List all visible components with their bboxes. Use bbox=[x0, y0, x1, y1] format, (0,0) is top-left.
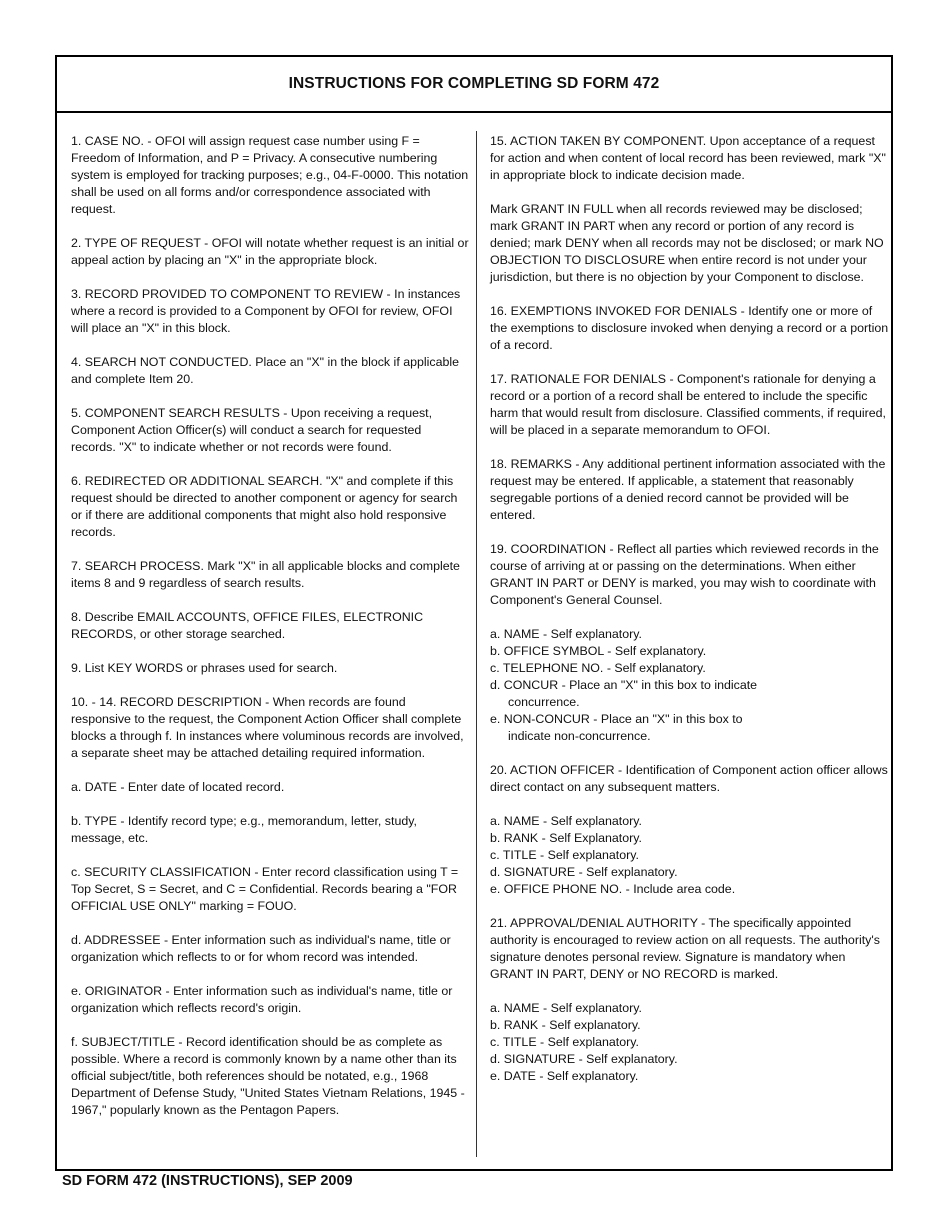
list-item: a. NAME - Self explanatory. bbox=[490, 1001, 642, 1015]
instruction-15-detail: Mark GRANT IN FULL when all records reviewed may be disclosed; mark GRANT IN PART when any record or portion of any record is denied; mark DENY when all records may not be disclosed; or mark NO OBJECTION TO DISCLOSURE when entire record is not under your jurisdiction, but there is no objection by your Component to disclose. bbox=[490, 202, 884, 284]
coordination-list bbox=[490, 626, 890, 745]
instructions-form bbox=[55, 55, 893, 1171]
instruction-10-14: 10. - 14. RECORD DESCRIPTION - When records are found responsive to the request, the Component Action Officer shall complete blocks a through f. In instances where voluminous records are involved, a separate sheet may be attached detailing required information. bbox=[71, 695, 464, 760]
instruction-7: 7. SEARCH PROCESS. Mark "X" in all applicable blocks and complete items 8 and 9 regardless of search results. bbox=[71, 559, 460, 590]
left-column bbox=[71, 133, 469, 1136]
column-divider bbox=[476, 131, 477, 1157]
authority-list bbox=[490, 1000, 890, 1085]
list-item: a. NAME - Self explanatory. bbox=[490, 814, 642, 828]
instruction-2: 2. TYPE OF REQUEST - OFOI will notate whether request is an initial or appeal action by placing an "X" in the appropriate block. bbox=[71, 236, 469, 267]
instruction-20: 20. ACTION OFFICER - Identification of Component action officer allows direct contact on any subsequent matters. bbox=[490, 763, 888, 794]
instruction-10a: a. DATE - Enter date of located record. bbox=[71, 780, 285, 794]
instruction-10e: e. ORIGINATOR - Enter information such as individual's name, title or organization which reflects record's origin. bbox=[71, 984, 453, 1015]
instruction-18: 18. REMARKS - Any additional pertinent information associated with the request may be entered. If applicable, a statement that reasonably segregable portions of a denied record cannot be provided will be entered. bbox=[490, 457, 886, 522]
instruction-21: 21. APPROVAL/DENIAL AUTHORITY - The specifically appointed authority is encouraged to review action on all requests. The authority's signature denotes personal review. Signature is mandatory when GRANT IN PART, DENY or NO RECORD is marked. bbox=[490, 916, 880, 981]
list-item: d. CONCUR - Place an "X" in this box to indicate concurrence. bbox=[490, 678, 758, 709]
list-item: a. NAME - Self explanatory. bbox=[490, 627, 642, 641]
list-item: b. RANK - Self Explanatory. bbox=[490, 831, 642, 845]
list-item: d. SIGNATURE - Self explanatory. bbox=[490, 865, 678, 879]
list-item: e. NON-CONCUR - Place an "X" in this box to indicate non-concurrence. bbox=[490, 712, 743, 743]
list-item: c. TITLE - Self explanatory. bbox=[490, 1035, 639, 1049]
instruction-10f: f. SUBJECT/TITLE - Record identification should be as complete as possible. Where a record is commonly known by a name other than its official subject/title, both references should be notated, e.g., 1968 Department of Defense Study, "United States Vietnam Relations, 1945 - 1967," popularly known as the Pentagon Papers. bbox=[71, 1035, 465, 1117]
instruction-6: 6. REDIRECTED OR ADDITIONAL SEARCH. "X" and complete if this request should be directed to another component or agency for search or if there are additional components that might also hold responsive records. bbox=[71, 474, 458, 539]
instruction-15: 15. ACTION TAKEN BY COMPONENT. Upon acceptance of a request for action and when content of local record has been reviewed, mark "X" in appropriate block to indicate decision made. bbox=[490, 134, 886, 182]
instruction-10b: b. TYPE - Identify record type; e.g., memorandum, letter, study, message, etc. bbox=[71, 814, 417, 845]
instruction-16: 16. EXEMPTIONS INVOKED FOR DENIALS - Identify one or more of the exemptions to disclosure invoked when denying a record or a portion of a record. bbox=[490, 304, 889, 352]
instruction-3: 3. RECORD PROVIDED TO COMPONENT TO REVIEW - In instances where a record is provided to a Component by OFOI for review, OFOI will place an "X" in this block. bbox=[71, 287, 461, 335]
instruction-1: 1. CASE NO. - OFOI will assign request case number using F = Freedom of Information, and P = Privacy. A consecutive numbering system is employed for tracking purposes; e.g., 04-F-0000. This notation shall be used on all forms and/or correspondence associated with request. bbox=[71, 134, 469, 216]
list-item: c. TELEPHONE NO. - Self explanatory. bbox=[490, 661, 706, 675]
form-footer: SD FORM 472 (INSTRUCTIONS), SEP 2009 bbox=[62, 1173, 353, 1189]
page-title: INSTRUCTIONS FOR COMPLETING SD FORM 472 bbox=[288, 75, 660, 92]
instruction-4: 4. SEARCH NOT CONDUCTED. Place an "X" in the block if applicable and complete Item 20. bbox=[71, 355, 459, 386]
list-item: e. DATE - Self explanatory. bbox=[490, 1069, 639, 1083]
list-item: e. OFFICE PHONE NO. - Include area code. bbox=[490, 882, 736, 896]
instruction-10d: d. ADDRESSEE - Enter information such as individual's name, title or organization which reflects to or for whom record was intended. bbox=[71, 933, 451, 964]
list-item: b. OFFICE SYMBOL - Self explanatory. bbox=[490, 644, 707, 658]
instruction-19: 19. COORDINATION - Reflect all parties which reviewed records in the course of arriving at or passing on the determinations. When either GRANT IN PART or DENY is marked, you may wish to coordinate with Component's General Counsel. bbox=[490, 542, 879, 607]
list-item: d. SIGNATURE - Self explanatory. bbox=[490, 1052, 678, 1066]
instruction-9: 9. List KEY WORDS or phrases used for search. bbox=[71, 661, 338, 675]
title-bar bbox=[57, 57, 891, 113]
right-column bbox=[490, 133, 890, 1102]
list-item: c. TITLE - Self explanatory. bbox=[490, 848, 639, 862]
instruction-10c: c. SECURITY CLASSIFICATION - Enter record classification using T = Top Secret, S = Secret, and C = Confidential. Records bearing a "FOR OFFICIAL USE ONLY" marking = FOUO. bbox=[71, 865, 459, 913]
action-officer-list bbox=[490, 813, 890, 898]
list-item: b. RANK - Self explanatory. bbox=[490, 1018, 641, 1032]
instruction-8: 8. Describe EMAIL ACCOUNTS, OFFICE FILES, ELECTRONIC RECORDS, or other storage searched. bbox=[71, 610, 424, 641]
instruction-5: 5. COMPONENT SEARCH RESULTS - Upon receiving a request, Component Action Officer(s) will conduct a search for requested records. "X" to indicate whether or not records were found. bbox=[71, 406, 433, 454]
instruction-17: 17. RATIONALE FOR DENIALS - Component's rationale for denying a record or a portion of a record shall be entered to include the specific harm that would result from disclosure. Classified comments, if required, will be placed in a separate memorandum to OFOI. bbox=[490, 372, 886, 437]
